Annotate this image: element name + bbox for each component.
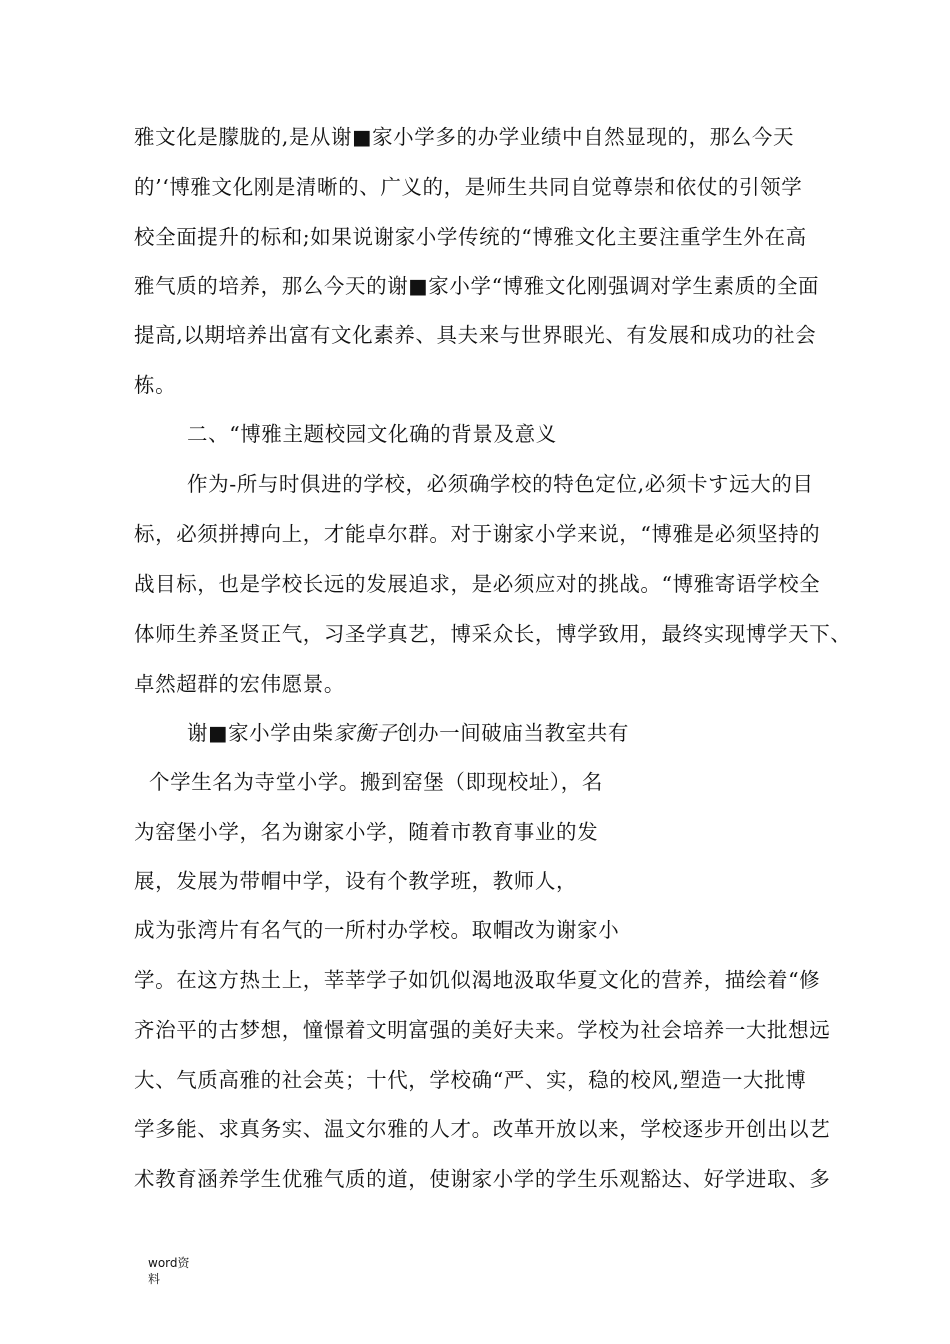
text-line: 的’‘博雅文化刚是清晰的、广义的，是师生共同自觉尊崇和依仗的引领学	[134, 175, 803, 199]
text-line: 战目标，也是学校长远的发展追求，是必须应对的挑战。“博雅寄语学校全	[134, 572, 821, 596]
text-line: 学多能、求真务实、温文尔雅的人才。改革开放以来，学校逐步开创出以艺	[134, 1117, 831, 1141]
text-line: 学。在这方热土上，莘莘学子如饥似渴地汲取华夏文化的营养，描绘着“修	[134, 968, 821, 992]
text-line: 栋。	[134, 373, 177, 397]
text-line: 大、气质高雅的社会英；十代，学校确“严、实，稳的校风,塑造一大批博	[134, 1068, 807, 1092]
text-line: 标，必须拼搏向上，才能卓尔群。对于谢家小学来说，“博雅是必须坚持的	[134, 522, 821, 546]
text-line: 提高,以期培养出富有文化素养、具夫来与世界眼光、有发展和成功的社会	[134, 323, 817, 347]
text-line: 作为-所与时俱进的学校，必须确学校的特色定位,必须卡す远大的目	[187, 472, 814, 496]
text-line: 体师生养圣贤正气，习圣学真艺，博采众长，博学致用，最终实现博学天下、	[134, 622, 852, 646]
text-line: 成为张湾片有名气的一所村办学校。取帽改为谢家小	[134, 918, 620, 942]
text-line: 校全面提升的标和;如果说谢家小学传统的“博雅文化主要注重学生外在高	[134, 225, 807, 249]
text-line: 雅文化是朦胧的,是从谢■家小学多的办学业绩中自然显现的，那么今天	[134, 125, 795, 149]
text-line: 为窑堡小学，名为谢家小学，随着市教育事业的发	[134, 820, 599, 844]
page-footer	[148, 1255, 190, 1287]
text-line: 个学生名为寺堂小学。搬到窑堡（即现校址），名	[149, 770, 603, 794]
text-line: 术教育涵养学生优雅气质的道，使谢家小学的学生乐观豁达、好学进取、多	[134, 1167, 831, 1191]
text-line: 展，发展为带帽中学，设有个教学班，教师人，	[134, 869, 578, 893]
text-segment: 谢■家小学由柴	[187, 721, 334, 745]
footer-label: 料	[148, 1272, 161, 1286]
footer-label: word资	[148, 1256, 190, 1270]
text-line: 雅气质的培养，那么今天的谢■家小学“博雅文化刚强调对学生素质的全面	[134, 274, 820, 298]
text-line: 齐治平的古梦想，憧憬着文明富强的美好夫来。学校为社会培养一大批想远	[134, 1018, 831, 1042]
section-heading: 二、“博雅主题校园文化确的背景及意义	[187, 422, 557, 446]
text-segment: 创办一间破庙当教室共有	[396, 721, 629, 745]
italic-name: 家衡子	[333, 721, 397, 745]
text-line	[187, 720, 629, 746]
text-line: 卓然超群的宏伟愿景。	[134, 672, 345, 696]
